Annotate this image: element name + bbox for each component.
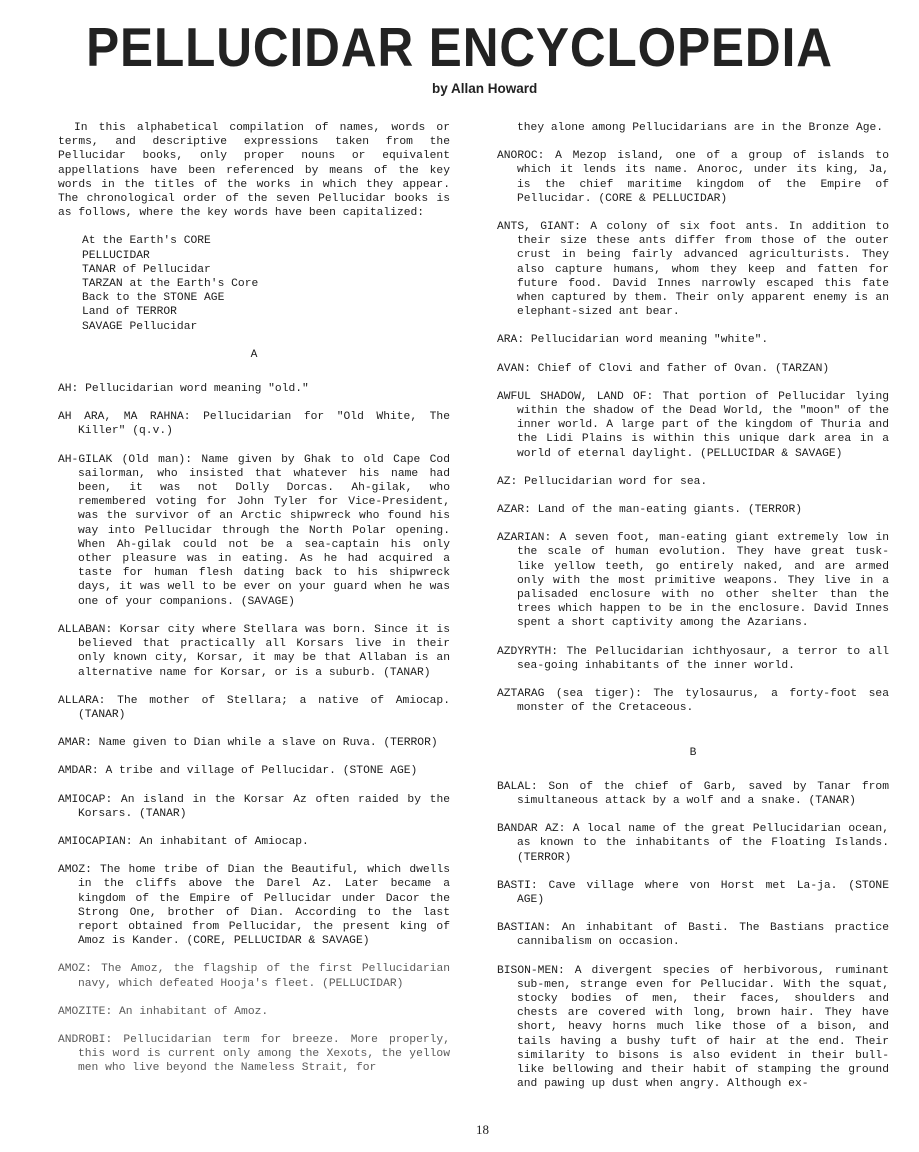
entry-balal: BALAL: Son of the chief of Garb, saved by Tanar from simultaneous attack by a wolf and a snake. (TANAR) [497, 780, 889, 807]
entry-androbi: ANDROBI: Pellucidarian term for breeze. More properly, this word is current only among the Xexots, the yellow men who live beyond the Nameless Strait, for [58, 1033, 450, 1075]
section-heading-a: A [250, 348, 258, 361]
entry-amozite: AMOZITE: An inhabitant of Amoz. [58, 1005, 269, 1018]
section-heading-b: B [689, 746, 697, 759]
entry-basti: BASTI: Cave village where von Horst met La-ja. (STONE AGE) [497, 879, 889, 906]
entry-ah-gilak: AH-GILAK (Old man): Name given by Ghak to old Cape Cod sailorman, who insisted that whatever his name had been, it was not Dolly Dorcas. Ah-gilak, who remembered voting for John Tyler for Vice-President, was the survivor of an Arctic shipwreck who found his way into Pellucidar through the North Polar opening. When Ah-gilak could not be a sea-captain his only other pleasure was in eating. As he had acquired a taste for human flesh dating back to his shipwreck days, it was well to be ever on your guard when he was one of your companions. (SAVAGE) [58, 453, 450, 608]
entry-bandar-az: BANDAR AZ: A local name of the great Pellucidarian ocean, as known to the inhabitants of the Floating Islands. (TERROR) [497, 823, 889, 864]
book-title: PELLUCIDAR [82, 249, 150, 262]
book-title: Land of TERROR [82, 306, 177, 319]
book-title: TARZAN at the Earth's Core [82, 278, 259, 291]
left-column [58, 121, 450, 1090]
entry-az: AZ: Pellucidarian word for sea. [497, 475, 708, 488]
entry-continuation: they alone among Pellucidarians are in the Bronze Age. [517, 122, 884, 134]
entry-amoz-ship: AMOZ: The Amoz, the flagship of the first Pellucidarian navy, which defeated Hooja's fleet. (PELLUCIDAR) [58, 963, 450, 990]
book-title: TANAR of Pellucidar [82, 263, 211, 276]
intro-paragraph: In this alphabetical compilation of names, words or terms, and descriptive expressions taken from the Pellucidar books, only proper nouns or equivalent appellations have been referenced by means of the key words in the titles of the works in which they appear. The chronological order of the seven Pellucidar books is as follows, where the key words have been capitalized: [58, 122, 450, 220]
page-number: 18 [476, 1122, 489, 1137]
entry-allara: ALLARA: The mother of Stellara; a native of Amiocap. (TANAR) [58, 694, 450, 721]
entry-amar: AMAR: Name given to Dian while a slave on Ruva. (TERROR) [58, 737, 438, 750]
book-title: At the Earth's CORE [82, 235, 211, 248]
entry-azdyryth: AZDYRYTH: The Pellucidarian ichthyosaur, a terror to all sea-going inhabitants of the inner world. [497, 645, 889, 672]
byline: by Allan Howard [432, 81, 538, 96]
entry-allaban: ALLABAN: Korsar city where Stellara was born. Since it is believed that practically all Korsars live in their only known city, Korsar, it may be that Allaban is an alternative name for Korsar, or is a suburb. (TANAR) [58, 623, 450, 679]
entry-azar: AZAR: Land of the man-eating giants. (TERROR) [497, 504, 803, 517]
book-title: SAVAGE Pellucidar [82, 320, 198, 333]
entry-avan: AVAN: Chief of Clovi and father of Ovan. (TARZAN) [497, 362, 830, 375]
entry-ah: AH: Pellucidarian word meaning "old." [58, 383, 309, 396]
entry-amiocap: AMIOCAP: An island in the Korsar Az often raided by the Korsars. (TANAR) [58, 793, 450, 820]
right-column [497, 121, 889, 1105]
entry-anoroc: ANOROC: A Mezop island, one of a group of islands to which it lends its name. Anoroc, under its king, Ja, is the chief maritime kingdom of the Empire of Pellucidar. (CORE & PELLUCIDAR) [497, 150, 889, 205]
entry-bastian: BASTIAN: An inhabitant of Basti. The Bastians practice cannibalism on occasion. [497, 922, 889, 949]
entry-ara: ARA: Pellucidarian word meaning "white". [497, 334, 769, 347]
entry-azarian: AZARIAN: A seven foot, man-eating giant extremely low in the scale of human evolution. They have great tusk-like yellow teeth, go entirely naked, and are armed only with the most primitive weapons. They live in a palisaded enclosure with no other shelter than the trees which happen to be in the enclosure. David Innes spent a short captivity among the Azarians. [497, 532, 889, 630]
entry-ants-giant: ANTS, GIANT: A colony of six foot ants. In addition to their size these ants differ from those of the outer crust in being fairly advanced agriculturists. They also capture humans, whom they keep and fatten for future food. David Innes narrowly escaped this fate when captured by them. Their only apparent enemy is an elephant-sized ant bear. [497, 221, 889, 319]
entry-amoz: AMOZ: The home tribe of Dian the Beautiful, which dwells in the cliffs above the Darel Az. Later became a kingdom of the Empire of Pellucidar under Dacor the Strong One, brother of Dian. According to the last report obtained from Pellucidar, the present king of Amoz is Kander. (CORE, PELLUCIDAR & SAVAGE) [58, 864, 450, 948]
entry-amiocapian: AMIOCAPIAN: An inhabitant of Amiocap. [58, 835, 309, 848]
book-list [82, 234, 450, 333]
page-title: PELLUCIDAR ENCYCLOPEDIA [86, 16, 833, 78]
book-title: Back to the STONE AGE [82, 292, 225, 305]
entry-ah-ara: AH ARA, MA RAHNA: Pellucidarian for "Old White, The Killer" (q.v.) [58, 411, 450, 438]
entry-amdar: AMDAR: A tribe and village of Pellucidar. (STONE AGE) [58, 765, 418, 778]
entry-awful-shadow: AWFUL SHADOW, LAND OF: That portion of Pellucidar lying within the shadow of the Dead World, the "moon" of the inner world. A large part of the kingdom of Thuria and the Lidi Plains is within this unique dark area in a world of eternal daylight. (PELLUCIDAR & SAVAGE) [497, 390, 889, 460]
entry-aztarag: AZTARAG (sea tiger): The tylosaurus, a forty-foot sea monster of the Cretaceous. [497, 688, 889, 715]
entry-bison-men: BISON-MEN: A divergent species of herbivorous, ruminant sub-men, strange even for Pellucidar. With the squat, stocky bodies of men, their faces, shoulders and chests are covered with long, brown hair. They have short, heavy horns much like those of a bison, and tails having a bushy tuft of hair at the end. Their similarity to bisons is also evident in their bull-like bellowing and their habit of stamping the ground and pawing up dust when angry. Although ex- [497, 964, 889, 1091]
